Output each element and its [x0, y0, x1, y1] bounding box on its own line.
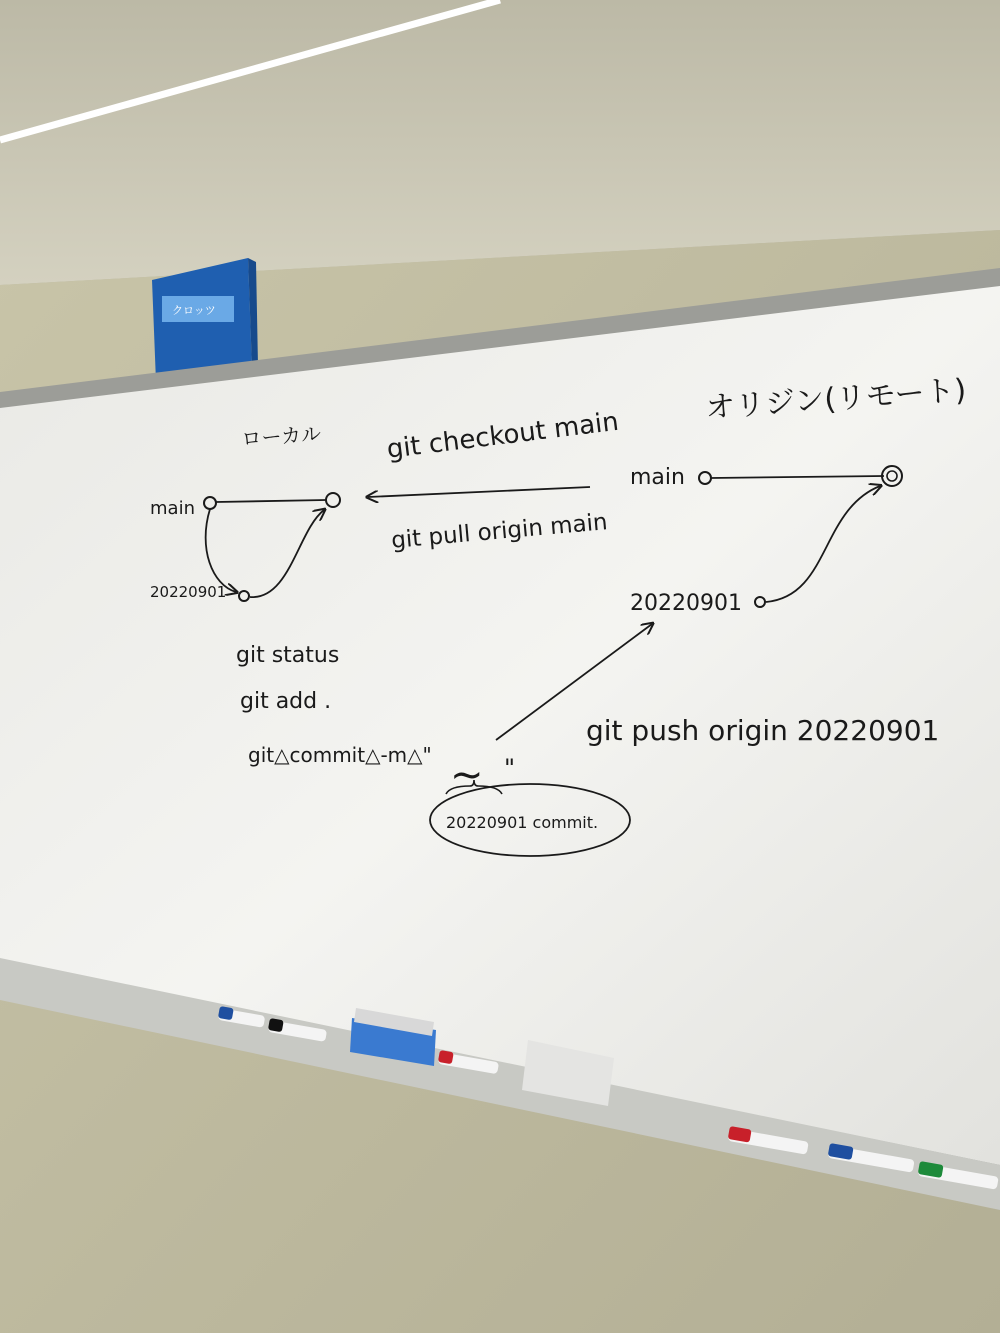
box-label: クロッツ	[172, 304, 216, 317]
cmd-commit: git△commit△-m△"	[248, 743, 432, 767]
remote-main-label: main	[630, 465, 685, 490]
cmd-checkout: git checkout main	[385, 406, 621, 465]
cmd-push: git push origin 20220901	[586, 714, 940, 747]
cmd-pull: git pull origin main	[390, 509, 609, 554]
local-main-label: main	[150, 498, 195, 519]
title-local: ローカル	[240, 421, 322, 451]
remote-feature-label: 20220901	[630, 591, 742, 616]
local-feature-label: 20220901	[150, 583, 227, 601]
commit-note: 20220901 commit.	[446, 813, 599, 832]
cmd-add: git add .	[240, 689, 332, 714]
cmd-status: git status	[236, 643, 340, 668]
cmd-commit-tilde: ~	[450, 752, 484, 798]
cmd-commit-quote: "	[504, 754, 516, 782]
title-remote: オリジン(リモート)	[704, 372, 968, 426]
